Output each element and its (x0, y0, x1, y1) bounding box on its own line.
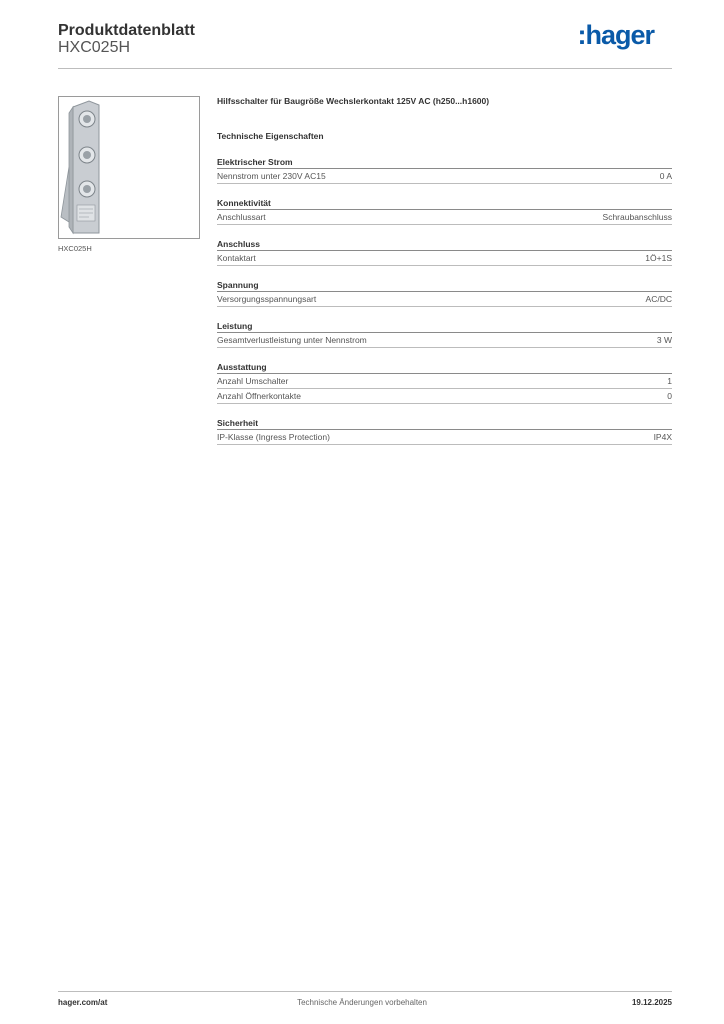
product-specifications (217, 95, 672, 445)
spec-row (217, 292, 672, 307)
spec-label: Nennstrom unter 230V AC15 (217, 171, 326, 181)
spec-group-power (217, 320, 672, 348)
spec-label: Gesamtverlustleistung unter Nennstrom (217, 335, 367, 345)
logo-colon: : (577, 20, 586, 50)
spec-label: IP-Klasse (Ingress Protection) (217, 432, 330, 442)
spec-label: Anschlussart (217, 212, 266, 222)
spec-row (217, 374, 672, 389)
spec-row (217, 389, 672, 404)
spec-value: AC/DC (645, 294, 672, 304)
footer-notice: Technische Änderungen vorbehalten (297, 998, 427, 1007)
section-title: Technische Eigenschaften (217, 131, 324, 141)
spec-row (217, 169, 672, 184)
product-code: HXC025H (58, 39, 131, 56)
spec-group-title: Ausstattung (217, 361, 672, 374)
spec-group-title: Konnektivität (217, 197, 672, 210)
spec-label: Versorgungsspannungsart (217, 294, 317, 304)
spec-label: Kontaktart (217, 253, 256, 263)
spec-row (217, 251, 672, 266)
spec-value: 1 (667, 376, 672, 386)
spec-group-title: Spannung (217, 279, 672, 292)
spec-group-connectivity (217, 197, 672, 225)
spec-group-safety (217, 417, 672, 445)
spec-value: 0 A (659, 171, 672, 181)
spec-row (217, 430, 672, 445)
spec-value: 1Ö+1S (645, 253, 672, 263)
spec-row (217, 210, 672, 225)
spec-value: Schraubanschluss (602, 212, 672, 222)
spec-group-title: Anschluss (217, 238, 672, 251)
spec-value: 3 W (656, 335, 672, 345)
spec-label: Anzahl Umschalter (217, 376, 289, 386)
spec-group-electrical-current (217, 156, 672, 184)
hager-logo (577, 20, 654, 51)
auxiliary-switch-illustration (59, 97, 199, 238)
spec-group-title: Leistung (217, 320, 672, 333)
spec-group-equipment (217, 361, 672, 404)
product-description: Hilfsschalter für Baugröße Wechslerkontakt 125V AC (h250...h1600) (217, 96, 490, 106)
spec-value: IP4X (653, 432, 672, 442)
spec-row (217, 333, 672, 348)
document-title: Produktdatenblatt (58, 22, 195, 39)
product-image (58, 96, 200, 239)
spec-group-title: Elektrischer Strom (217, 156, 672, 169)
footer-website: hager.com/at (58, 998, 108, 1007)
product-image-caption: HXC025H (58, 244, 92, 253)
footer-date: 19.12.2025 (631, 998, 672, 1007)
spec-group-voltage (217, 279, 672, 307)
spec-value: 0 (667, 391, 672, 401)
header-divider (58, 68, 672, 69)
spec-label: Anzahl Öffnerkontakte (217, 391, 301, 401)
spec-group-connection (217, 238, 672, 266)
page-header (58, 20, 672, 68)
logo-text: hager (585, 20, 654, 50)
spec-group-title: Sicherheit (217, 417, 672, 430)
footer-divider (58, 991, 672, 992)
